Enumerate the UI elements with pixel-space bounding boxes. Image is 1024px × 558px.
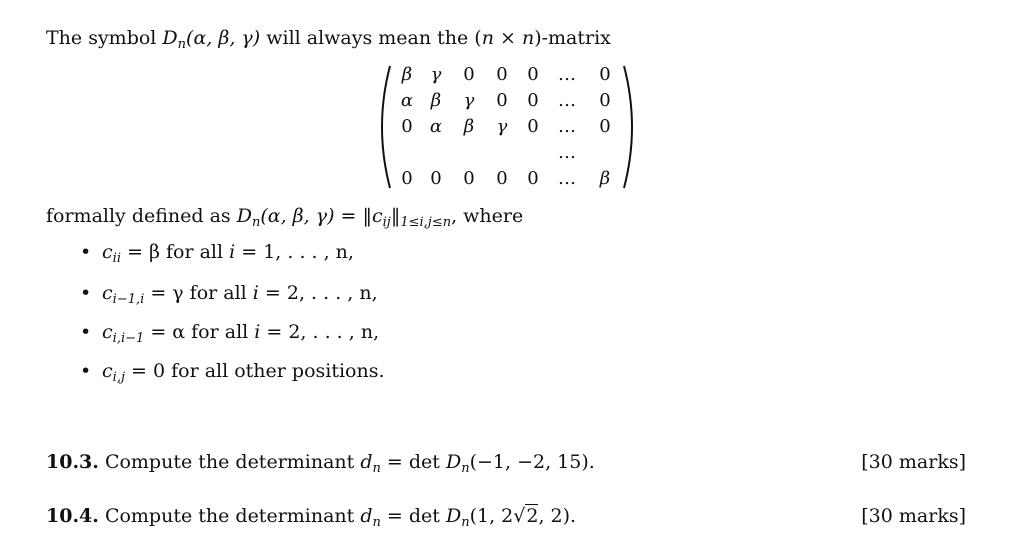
bullet-rest: = α for all bbox=[144, 321, 255, 343]
matrix-cell: 0 bbox=[527, 90, 539, 111]
definition-range: 1≤i,j≤n bbox=[400, 215, 452, 230]
matrix-cell: α bbox=[429, 116, 443, 137]
problem-10-3 bbox=[46, 450, 595, 481]
matrix-cell: 0 bbox=[463, 64, 475, 85]
bullet-dot-icon: • bbox=[80, 321, 92, 343]
problem-args-pre: (1, 2 bbox=[469, 505, 514, 527]
matrix-cell: … bbox=[558, 90, 576, 111]
problem-args: (−1, −2, 15). bbox=[469, 451, 595, 473]
definition-sentence bbox=[46, 204, 523, 235]
matrix-cell: 0 bbox=[401, 116, 413, 137]
bullet-tail: = 2, . . . , n, bbox=[258, 282, 378, 304]
intro-args: (α, β, γ) bbox=[186, 27, 261, 49]
problem-eq: = det bbox=[380, 505, 446, 527]
definition-norm-close: ‖ bbox=[390, 205, 401, 227]
definition-d-symbol: D bbox=[236, 205, 252, 227]
matrix-cell: 0 bbox=[599, 90, 611, 111]
intro-dims: n × n bbox=[481, 27, 535, 49]
intro-middle: will always mean the ( bbox=[260, 27, 482, 49]
problem-10-4 bbox=[46, 504, 576, 535]
intro-sentence bbox=[46, 26, 611, 57]
problem-eq: = det bbox=[380, 451, 446, 473]
problem-D-subscript: n bbox=[461, 515, 470, 530]
problem-D: D bbox=[445, 505, 462, 527]
sqrt-symbol: √ bbox=[513, 505, 526, 527]
bullet-cond: i bbox=[229, 241, 236, 263]
matrix-cell: γ bbox=[463, 90, 475, 111]
matrix-cell: 0 bbox=[527, 116, 539, 137]
bullet-var: c bbox=[102, 282, 113, 304]
problem-args-post: , 2). bbox=[538, 505, 577, 527]
bullet-item-subdiagonal bbox=[80, 320, 379, 351]
bullet-var: c bbox=[102, 321, 113, 343]
bullet-tail: = 1, . . . , n, bbox=[235, 241, 354, 263]
bullet-item-zero bbox=[80, 359, 385, 390]
marks-10-4: [30 marks] bbox=[861, 505, 966, 527]
problem-number: 10.3. bbox=[46, 451, 99, 473]
definition-c-subscript: ij bbox=[382, 215, 391, 230]
matrix-cell: … bbox=[558, 168, 576, 189]
matrix-cell: α bbox=[400, 90, 414, 111]
definition-prefix: formally defined as bbox=[46, 205, 237, 227]
sqrt-argument: 2 bbox=[526, 505, 539, 527]
problem-D-subscript: n bbox=[461, 461, 470, 476]
bullet-dot-icon: • bbox=[80, 360, 92, 382]
bullet-sub: ii bbox=[112, 251, 121, 266]
problem-d-subscript: n bbox=[372, 515, 381, 530]
matrix-cell: 0 bbox=[463, 168, 475, 189]
matrix-cell: 0 bbox=[401, 168, 413, 189]
problem-d: d bbox=[360, 451, 373, 473]
bullet-sub: i,i−1 bbox=[112, 331, 145, 346]
bullet-item-superdiagonal bbox=[80, 281, 378, 312]
problem-text: Compute the determinant bbox=[104, 505, 361, 527]
matrix-cell: 0 bbox=[599, 64, 611, 85]
bullet-rest: = γ for all bbox=[144, 282, 253, 304]
bullet-var: c bbox=[102, 360, 113, 382]
marks-10-3: [30 marks] bbox=[861, 451, 966, 473]
bullet-cond: i bbox=[252, 282, 259, 304]
matrix-cell: 0 bbox=[527, 64, 539, 85]
matrix-cell: 0 bbox=[496, 64, 508, 85]
matrix-cell: γ bbox=[496, 116, 508, 137]
matrix-cell: 0 bbox=[527, 168, 539, 189]
tridiagonal-matrix bbox=[376, 62, 638, 192]
problem-text: Compute the determinant bbox=[104, 451, 361, 473]
matrix-cell: 0 bbox=[599, 116, 611, 137]
problem-d: d bbox=[360, 505, 373, 527]
matrix-cell: … bbox=[558, 142, 576, 163]
intro-suffix: )-matrix bbox=[534, 27, 611, 49]
definition-args: (α, β, γ) = ‖ bbox=[260, 205, 372, 227]
matrix-cell: … bbox=[558, 64, 576, 85]
intro-d-subscript: n bbox=[177, 37, 187, 52]
bullet-rest: = β for all bbox=[120, 241, 230, 263]
matrix-cell: 0 bbox=[496, 168, 508, 189]
matrix-cell: β bbox=[463, 116, 475, 137]
bullet-cond: i bbox=[254, 321, 261, 343]
problem-number: 10.4. bbox=[46, 505, 99, 527]
definition-suffix: , where bbox=[451, 205, 524, 227]
intro-d-symbol: D bbox=[162, 27, 178, 49]
definition-d-subscript: n bbox=[251, 215, 261, 230]
bullet-sub: i,j bbox=[112, 370, 125, 385]
bullet-item-diagonal bbox=[80, 240, 354, 271]
problem-D: D bbox=[445, 451, 462, 473]
bullet-rest: = 0 for all other positions. bbox=[124, 360, 385, 382]
bullet-tail: = 2, . . . , n, bbox=[260, 321, 380, 343]
matrix-cell: β bbox=[430, 90, 442, 111]
intro-prefix: The symbol bbox=[46, 27, 163, 49]
definition-c: c bbox=[371, 205, 383, 227]
bullet-dot-icon: • bbox=[80, 282, 92, 304]
bullet-sub: i−1,i bbox=[112, 292, 145, 307]
problem-d-subscript: n bbox=[372, 461, 381, 476]
matrix-cell: β bbox=[599, 168, 611, 189]
matrix-cell: β bbox=[401, 64, 413, 85]
matrix-cell: 0 bbox=[430, 168, 442, 189]
matrix-cell: … bbox=[558, 116, 576, 137]
matrix-cell: 0 bbox=[496, 90, 508, 111]
bullet-var: c bbox=[102, 241, 113, 263]
matrix-cell: γ bbox=[430, 64, 442, 85]
bullet-dot-icon: • bbox=[80, 241, 92, 263]
